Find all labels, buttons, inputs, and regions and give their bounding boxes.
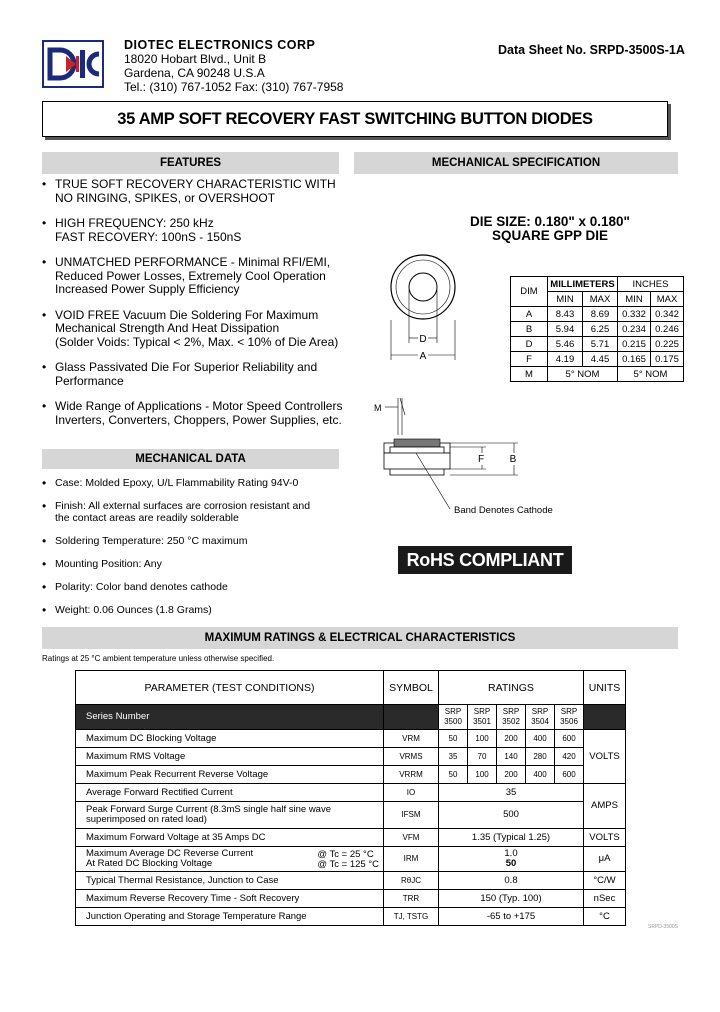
param-line: Peak Forward Surge Current (8.3mS single half sine wave — [86, 804, 332, 815]
dim-label-f: F — [477, 454, 485, 465]
dim-row-f — [511, 352, 684, 367]
company-name: DIOTEC ELECTRONICS CORP — [124, 38, 316, 52]
feature-line: • HIGH FREQUENCY: 250 kHz — [55, 216, 214, 230]
feature-line: • TRUE SOFT RECOVERY CHARACTERISTIC WITH — [55, 177, 336, 191]
unit-cell: VOLTS — [584, 829, 626, 847]
dim-cell: 0.165 — [618, 352, 651, 367]
unit-cell: nSec — [584, 890, 626, 908]
mm-min-header: MIN — [548, 292, 583, 307]
feature-line: • Glass Passivated Die For Superior Reliability and — [55, 360, 318, 374]
feature-item — [42, 361, 352, 388]
mech-data-item — [42, 604, 352, 616]
dim-cell: 5° NOM — [618, 367, 684, 382]
feature-item — [42, 400, 352, 427]
symbol-cell: VRRM — [384, 766, 439, 784]
dim-row-a — [511, 307, 684, 322]
feature-line: (Solder Voids: Typical < 2%, Max. < 10% of Die Area) — [55, 334, 339, 349]
value-cell: 200 — [497, 766, 526, 784]
dim-cell: D — [511, 337, 548, 352]
mech-data-item — [42, 535, 352, 547]
series-cell: SRP 3500 — [439, 705, 468, 730]
ratings-table — [75, 670, 626, 926]
dim-cell: 0.175 — [651, 352, 684, 367]
table-row — [76, 829, 626, 847]
symbol-cell: IO — [384, 784, 439, 802]
mech-data-item — [42, 477, 352, 489]
condition-line: @ Tc = 125 °C — [317, 859, 379, 870]
param-cell: Maximum Forward Voltage at 35 Amps DC — [76, 829, 384, 847]
value-cell: 0.8 — [439, 872, 584, 890]
mech-data-heading: MECHANICAL DATA — [42, 449, 339, 469]
dim-header: DIM — [511, 277, 548, 307]
dim-cell: 5.46 — [548, 337, 583, 352]
mech-data-line: • Weight: 0.06 Ounces (1.8 Grams) — [55, 604, 212, 616]
param-line: Maximum Average DC Reverse Current — [86, 848, 254, 859]
dim-row-m — [511, 367, 684, 382]
dim-cell: F — [511, 352, 548, 367]
feature-line: Mechanical Strength And Heat Dissipation — [55, 321, 280, 335]
value-cell: 600 — [555, 730, 584, 748]
footer-code: SRPD-3500S — [648, 924, 679, 930]
table-row — [76, 784, 626, 802]
param-cell: Average Forward Rectified Current — [76, 784, 384, 802]
param-line: superimposed on rated load) — [86, 814, 207, 825]
dim-cell: A — [511, 307, 548, 322]
company-block — [124, 38, 343, 94]
company-address-1: 18020 Hobart Blvd., Unit B — [124, 52, 267, 66]
value-cell: 100 — [468, 730, 497, 748]
table-row — [76, 908, 626, 926]
side-view-drawing — [368, 395, 568, 520]
die-size — [440, 215, 660, 243]
value-cell — [439, 847, 584, 872]
unit-cell: AMPS — [584, 784, 626, 829]
company-logo — [42, 40, 104, 88]
features-heading: FEATURES — [42, 152, 339, 174]
logo-icon — [44, 42, 102, 86]
series-cell: SRP 3504 — [526, 705, 555, 730]
company-phone-fax: Tel.: (310) 767-1052 Fax: (310) 767-7958 — [124, 80, 344, 94]
dim-row-d — [511, 337, 684, 352]
ratings-heading: MAXIMUM RATINGS & ELECTRICAL CHARACTERISTICS — [42, 627, 678, 649]
value-cell: 280 — [526, 748, 555, 766]
col-units: UNITS — [584, 671, 626, 705]
feature-line: Increased Power Supply Efficiency — [55, 282, 240, 296]
value-cell: 35 — [439, 748, 468, 766]
param-cell: Maximum Peak Recurrent Reverse Voltage — [76, 766, 384, 784]
in-min-header: MIN — [618, 292, 651, 307]
col-symbol: SYMBOL — [384, 671, 439, 705]
param-cell: Maximum RMS Voltage — [76, 748, 384, 766]
feature-line: Inverters, Converters, Choppers, Power Supplies, etc. — [55, 412, 342, 427]
table-row — [76, 766, 626, 784]
col-ratings: RATINGS — [439, 671, 584, 705]
series-cell: SRP 3501 — [468, 705, 497, 730]
dim-cell: 0.332 — [618, 307, 651, 322]
value-cell: 500 — [439, 802, 584, 829]
dim-cell: 8.69 — [583, 307, 618, 322]
param-cell — [76, 802, 384, 829]
value-cell: -65 to +175 — [439, 908, 584, 926]
dim-cell: 0.234 — [618, 322, 651, 337]
value-cell: 100 — [468, 766, 497, 784]
dim-cell: B — [511, 322, 548, 337]
series-label: Series Number — [76, 705, 384, 730]
mm-header: MILLIMETERS — [548, 277, 618, 292]
value-cell: 50 — [439, 766, 468, 784]
condition-line: @ Tc = 25 °C — [317, 849, 374, 860]
top-view-drawing — [370, 245, 490, 370]
die-size-line-2: SQUARE GPP DIE — [491, 228, 609, 243]
table-row — [76, 748, 626, 766]
value-cell: 35 — [439, 784, 584, 802]
unit-cell: °C — [584, 908, 626, 926]
value-line: 50 — [505, 858, 517, 869]
param-cell: Maximum DC Blocking Voltage — [76, 730, 384, 748]
mech-data-list — [42, 477, 352, 627]
mech-data-line: the contact areas are readily solderable — [55, 512, 239, 524]
dim-cell: 6.25 — [583, 322, 618, 337]
symbol-cell: VRM — [384, 730, 439, 748]
feature-line: Reduced Power Losses, Extremely Cool Operation — [55, 268, 326, 283]
value-cell: 140 — [497, 748, 526, 766]
features-list — [42, 178, 352, 439]
mech-data-item — [42, 581, 352, 593]
table-row — [76, 872, 626, 890]
symbol-cell: TRR — [384, 890, 439, 908]
mech-data-line: • Case: Molded Epoxy, U/L Flammability Rating 94V-0 — [55, 477, 299, 489]
dim-cell: 0.225 — [651, 337, 684, 352]
dim-label-m: M — [374, 403, 382, 413]
value-cell: 50 — [439, 730, 468, 748]
ratings-note: Ratings at 25 °C ambient temperature unless otherwise specified. — [42, 654, 275, 663]
dim-cell: 0.246 — [651, 322, 684, 337]
param-cell — [76, 847, 384, 872]
feature-line: • Wide Range of Applications - Motor Speed Controllers — [55, 399, 343, 413]
feature-item — [42, 309, 352, 350]
document-title: 35 AMP SOFT RECOVERY FAST SWITCHING BUTTON DIODES — [42, 101, 668, 137]
feature-line: • VOID FREE Vacuum Die Soldering For Maximum — [55, 307, 319, 322]
value-cell: 400 — [526, 730, 555, 748]
dim-cell: 0.342 — [651, 307, 684, 322]
value-cell: 600 — [555, 766, 584, 784]
company-address-2: Gardena, CA 90248 U.S.A — [124, 66, 265, 80]
feature-line: Performance — [55, 373, 124, 388]
symbol-cell: RθJC — [384, 872, 439, 890]
dim-label-b: B — [509, 454, 517, 465]
die-size-line-1: DIE SIZE: 0.180" x 0.180" — [470, 214, 630, 229]
symbol-cell: VFM — [384, 829, 439, 847]
mech-spec-heading: MECHANICAL SPECIFICATION — [354, 152, 678, 174]
mech-data-line: • Polarity: Color band denotes cathode — [55, 581, 228, 593]
dimension-table — [510, 276, 684, 382]
value-cell: 1.35 (Typical 1.25) — [439, 829, 584, 847]
series-row — [76, 705, 626, 730]
value-cell: 420 — [555, 748, 584, 766]
mech-data-item — [42, 558, 352, 570]
table-row — [76, 890, 626, 908]
value-cell: 150 (Typ. 100) — [439, 890, 584, 908]
dim-label-d: D — [419, 334, 427, 345]
dim-cell: 5.71 — [583, 337, 618, 352]
table-row — [76, 730, 626, 748]
rohs-badge: RoHS COMPLIANT — [398, 546, 572, 574]
param-cell: Typical Thermal Resistance, Junction to Case — [76, 872, 384, 890]
dim-cell: M — [511, 367, 548, 382]
symbol-cell: TJ, TSTG — [384, 908, 439, 926]
feature-item — [42, 178, 352, 205]
dim-cell: 5° NOM — [548, 367, 618, 382]
value-line: 1.0 — [504, 848, 518, 859]
symbol-cell: IFSM — [384, 802, 439, 829]
value-cell: 400 — [526, 766, 555, 784]
inches-header: INCHES — [618, 277, 684, 292]
in-max-header: MAX — [651, 292, 684, 307]
mm-max-header: MAX — [583, 292, 618, 307]
mech-data-line: • Mounting Position: Any — [55, 558, 162, 570]
dim-cell: 5.94 — [548, 322, 583, 337]
feature-line: FAST RECOVERY: 100nS - 150nS — [55, 229, 242, 244]
mech-data-line: • Soldering Temperature: 250 °C maximum — [55, 535, 248, 547]
dim-label-a: A — [419, 351, 427, 362]
feature-item — [42, 217, 352, 244]
mech-data-line: • Finish: All external surfaces are corrosion resistant and — [55, 500, 311, 512]
col-parameter: PARAMETER (TEST CONDITIONS) — [76, 671, 384, 705]
series-cell: SRP 3506 — [555, 705, 584, 730]
value-cell: 70 — [468, 748, 497, 766]
series-cell: SRP 3502 — [497, 705, 526, 730]
table-row — [76, 847, 626, 872]
unit-cell: μA — [584, 847, 626, 872]
param-cell: Junction Operating and Storage Temperature Range — [76, 908, 384, 926]
value-cell: 200 — [497, 730, 526, 748]
dim-row-b — [511, 322, 684, 337]
param-cell: Maximum Reverse Recovery Time - Soft Recovery — [76, 890, 384, 908]
symbol-cell: VRMS — [384, 748, 439, 766]
feature-item — [42, 256, 352, 297]
param-line: At Rated DC Blocking Voltage — [86, 858, 213, 869]
dim-cell: 8.43 — [548, 307, 583, 322]
table-row — [76, 802, 626, 829]
dim-cell: 4.19 — [548, 352, 583, 367]
unit-cell: °C/W — [584, 872, 626, 890]
dim-cell: 0.215 — [618, 337, 651, 352]
symbol-cell: IRM — [384, 847, 439, 872]
band-note: Band Denotes Cathode — [454, 505, 553, 516]
unit-cell: VOLTS — [584, 730, 626, 784]
dim-cell: 4.45 — [583, 352, 618, 367]
datasheet-number: Data Sheet No. SRPD-3500S-1A — [498, 43, 685, 57]
mech-data-item — [42, 500, 352, 524]
feature-line: NO RINGING, SPIKES, or OVERSHOOT — [55, 190, 276, 205]
feature-line: • UNMATCHED PERFORMANCE - Minimal RFI/EMI, — [55, 255, 331, 269]
